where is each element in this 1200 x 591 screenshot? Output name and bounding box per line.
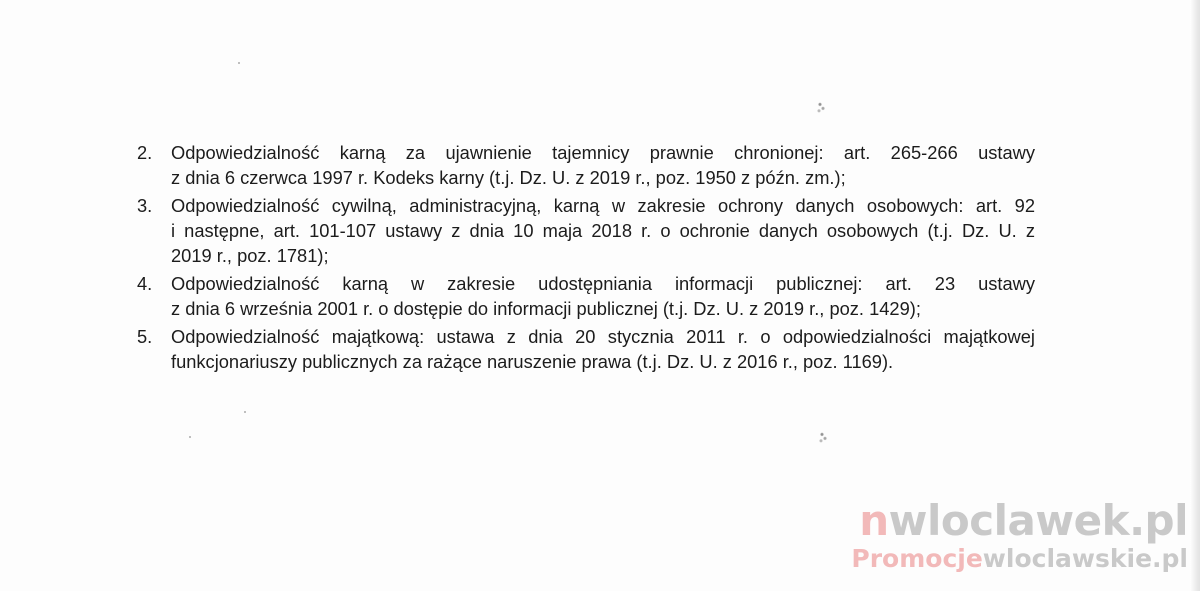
liability-list — [137, 140, 1037, 377]
item-line: 2019 r., poz. 1781); — [171, 245, 329, 266]
list-item — [137, 271, 1037, 321]
page-edge-shadow — [1190, 0, 1200, 591]
item-number: 5. — [137, 326, 153, 347]
item-line: z dnia 6 czerwca 1997 r. Kodeks karny (t.j. Dz. U. z 2019 r., poz. 1950 z późn. zm.); — [171, 167, 846, 188]
watermark-sub-accent: Promocje — [851, 544, 983, 573]
scan-speck — [818, 428, 828, 444]
item-line: i następne, art. 101-107 ustawy z dnia 10 maja 2018 r. o ochronie danych osobowych (t.j. Dz. U. z — [171, 220, 1035, 241]
watermark-main-text: wloclawek.pl — [888, 496, 1188, 545]
scan-dot — [189, 436, 191, 438]
item-number: 4. — [137, 273, 153, 294]
item-line: Odpowiedzialność karną za ujawnienie tajemnicy prawnie chronionej: art. 265-266 ustawy — [171, 142, 1035, 163]
watermark-main-accent: n — [859, 496, 889, 545]
item-number: 3. — [137, 195, 153, 216]
scan-dot — [244, 411, 246, 413]
item-line: z dnia 6 września 2001 r. o dostępie do informacji publicznej (t.j. Dz. U. z 2019 r., poz. 1429); — [171, 298, 921, 319]
list-item — [137, 193, 1037, 268]
item-line: Odpowiedzialność majątkową: ustawa z dnia 20 stycznia 2011 r. o odpowiedzialności majątkowej — [171, 326, 1035, 347]
item-line: funkcjonariuszy publicznych za rażące naruszenie prawa (t.j. Dz. U. z 2016 r., poz. 1169). — [171, 351, 894, 372]
watermark-sub — [851, 546, 1188, 571]
watermark-sub-text: wloclawskie.pl — [982, 544, 1188, 573]
scan-speck — [816, 98, 826, 114]
site-watermark — [851, 496, 1188, 573]
item-line: Odpowiedzialność cywilną, administracyjną, karną w zakresie ochrony danych osobowych: art. 92 — [171, 195, 1035, 216]
list-item — [137, 324, 1037, 374]
list-item — [137, 140, 1037, 190]
item-line: Odpowiedzialność karną w zakresie udostępniania informacji publicznej: art. 23 ustawy — [171, 273, 1035, 294]
scan-dot — [238, 62, 240, 64]
watermark-main — [851, 496, 1188, 545]
item-number: 2. — [137, 142, 153, 163]
